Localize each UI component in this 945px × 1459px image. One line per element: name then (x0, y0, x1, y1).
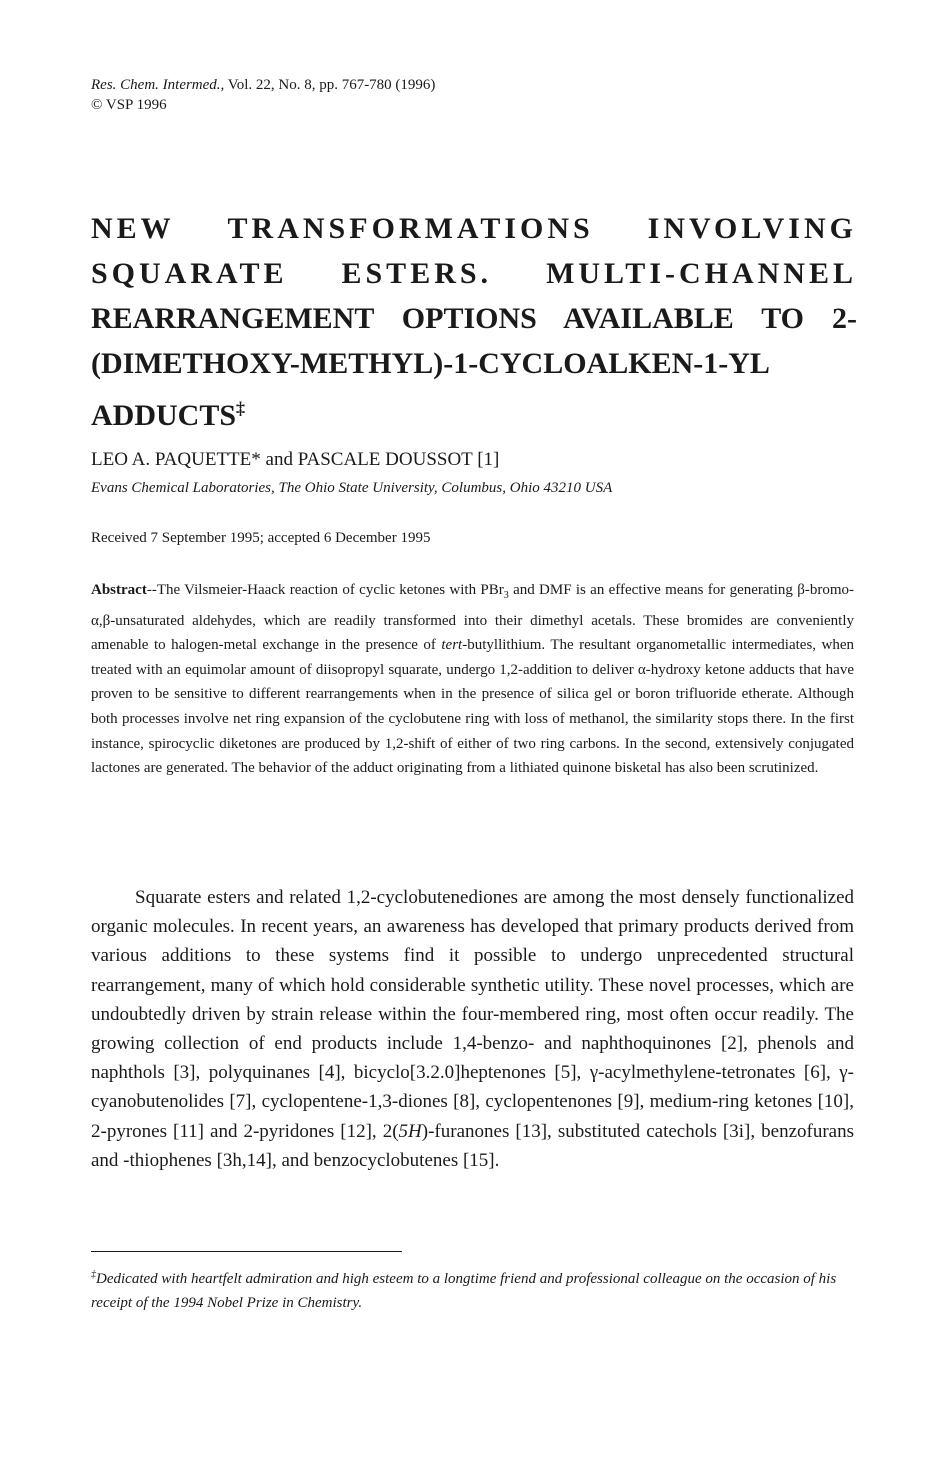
title-footnote-mark: ‡ (236, 398, 246, 418)
title-line-5-text: ADDUCTS (91, 399, 237, 432)
journal-volume-pages: Vol. 22, No. 8, pp. 767-780 (1996) (224, 77, 436, 93)
journal-name: Res. Chem. Intermed., (91, 77, 225, 93)
title-line-4: (DIMETHOXY-METHYL)-1-CYCLOALKEN-1-YL (91, 347, 770, 380)
journal-header (91, 75, 435, 115)
body-text-1: Squarate esters and related 1,2-cyclobutenediones are among the most densely functionalized organic molecules. In recent years, an awareness has developed that primary products derived from various additions to these systems find it possible to undergo unprecedented structural rearrangement, many of which hold considerable synthetic utility. These novel processes, which are undoubtedly driven by strain release within the four-membered ring, most often occur readily. The growing collection of end products include 1,4-benzo- and naphthoquinones [2], phenols and naphthols [3], polyquinanes [4], bicyclo[3.2.0]heptenones [5], γ-acylmethylene-tetronates [6], γ-cyanobutenolides [7], cyclopentene-1,3-diones [8], cyclopentenones [9], medium-ring ketones [10], 2-pyrones [11] and 2-pyridones [12], 2( (91, 887, 854, 1142)
author-list: LEO A. PAQUETTE* and PASCALE DOUSSOT [1] (91, 449, 500, 470)
abstract (91, 578, 854, 781)
body-paragraph (91, 883, 854, 1175)
title-line-5 (91, 386, 857, 438)
abstract-subscript: 3 (503, 590, 509, 601)
journal-copyright: © VSP 1996 (91, 97, 167, 113)
abstract-italic: tert (441, 637, 463, 654)
abstract-text-1: --The Vilsmeier-Haack reaction of cyclic ketones with PBr (146, 582, 504, 598)
abstract-text-2: and DMF is an effective means for generating β-bromo-α,β-unsaturated aldehydes, which are readily transformed into their dimethyl acetals. These bromides are conveniently amenable to halogen-metal exchange in the presence of (91, 582, 854, 654)
footnote-text: Dedicated with heartfelt admiration and high esteem to a longtime friend and professional colleague on the occasion of his receipt of the 1994 Nobel Prize in Chemistry. (91, 1271, 837, 1311)
footnote-divider (91, 1251, 402, 1252)
author-affiliation: Evans Chemical Laboratories, The Ohio State University, Columbus, Ohio 43210 USA (91, 480, 613, 496)
title-line-1: NEW TRANSFORMATIONS INVOLVING (91, 212, 857, 245)
paper-title (91, 206, 857, 438)
journal-citation (91, 75, 435, 95)
received-dates: Received 7 September 1995; accepted 6 December 1995 (91, 530, 431, 546)
abstract-text-3: -butyllithium. The resultant organometallic intermediates, when treated with an equimolar amount of diisopropyl squarate, undergo 1,2-addition to deliver α-hydroxy ketone adducts that have proven to be sensitive to different rearrangements when in the presence of silica gel or boron trifluoride etherate. Although both processes involve net ring expansion of the cyclobutene ring with loss of methanol, the similarity stops there. In the first instance, spirocyclic diketones are produced by 1,2-shift of either of two ring carbons. In the second, extensively conjugated lactones are generated. The behavior of the adduct originating from a lithiated quinone bisketal has also been scrutinized. (91, 637, 855, 777)
abstract-label: Abstract (91, 582, 147, 598)
body-text-2: )-furanones [13], substituted catechols [3i], benzofurans and -thiophenes [3h,14], and benzocyclobutenes [15]. (91, 1120, 854, 1171)
body-italic: 5H (398, 1120, 422, 1142)
footnote-mark: ‡ (91, 1269, 96, 1280)
title-line-3: REARRANGEMENT OPTIONS AVAILABLE TO 2- (91, 302, 857, 335)
title-line-2: SQUARATE ESTERS. MULTI-CHANNEL (91, 257, 857, 290)
footnote (91, 1263, 854, 1315)
